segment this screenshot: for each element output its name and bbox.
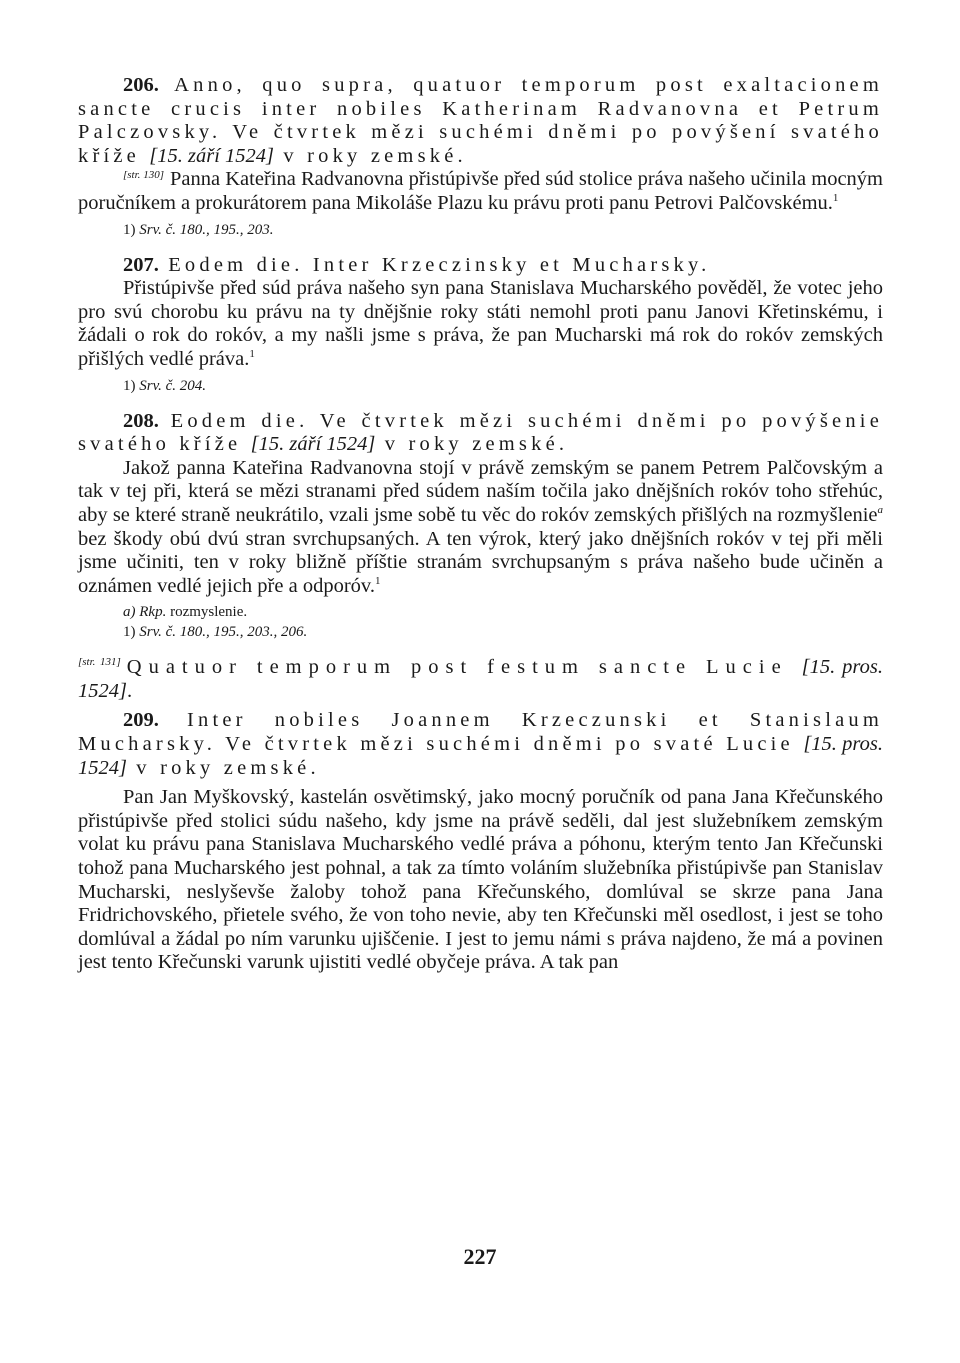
footnote-ref: 1 [249,348,255,361]
entry-date: [15. září 1524] [250,433,376,456]
footnote-number: 1) [123,221,136,238]
entry-208-footnote-1 [78,622,883,642]
section-heading [78,656,883,703]
entry-207-footnote [78,376,883,396]
entry-body-text: Jakož panna Kateřina Radvanovna stojí v právě zemským se panem Petrem Palčovským a tak v tej při, která se mězi stranami před súdem naším točila jako dnějšních rokóv toho střehúc, aby se které straně neukrátilo, vzali jsme sobě tu věc do rokóv zemských přišlých na rozmyšlenie [78,456,883,526]
footnote-ref: 1 [832,192,839,205]
entry-208-body [78,457,883,599]
footnote-text: Srv. č. 180., 195., 203., 206. [139,624,308,641]
entry-206-heading [78,74,883,168]
entry-heading-text: Anno, quo supra, quatuor temporum post exaltacionem sancte crucis inter nobiles Katherinam Radvanovna et Petrum Palczovsky. Ve čtvrtek mězi suchémi dněmi po povýšení svatého kříže [78,74,883,167]
entry-heading-text: Eodem die. Inter Krzeczinsky et Mucharsky. [158,253,711,276]
section-heading-tail: . [126,679,133,702]
entry-body-text: Panna Kateřina Radvanovna přistúpivše před súd stolice práva našeho učinila mocným poručníkem a prokurátorem pana Mikoláše Plazu ku právu proti panu Petrovi Palčovskému. [78,168,884,214]
footnote-ref: 1 [374,574,381,587]
footnote-text: Srv. č. 180., 195., 203. [139,221,274,238]
entry-heading-tail: v roky zemské. [375,433,569,456]
page-marker: [str. 131] [78,656,121,669]
entry-number: 209. [123,709,159,732]
footnote-number: 1) [123,377,136,394]
entry-206-body [78,168,883,215]
entry-number: 206. [123,74,159,96]
entry-207-body [78,277,883,371]
entry-heading-text: Inter nobiles Joannem Krzeczunski et Stanislaum Mucharsky. Ve čtvrtek mězi suchémi dněmi po svaté Lucie [78,709,883,756]
page-number: 227 [463,1244,497,1269]
section-heading-date: [15. pros. 1524] [78,656,883,702]
entry-208-heading [78,410,883,457]
footnote-text: rozmyslenie. [166,604,248,621]
page-body [78,74,883,975]
footnote-number: a) [123,604,136,621]
entry-heading-tail: v roky zemské. [126,756,320,779]
page-marker: [str. 130] [123,168,164,181]
entry-body-text: Přistúpivše před súd práva našeho syn pana Stanislava Mucharského pověděl, že votec jeho pro svú chorobu ku právu na ty dnějšnie roky státi nemohl proti panu Janovi Křetinskému, i žádali o rok do rokóv, a my našli jsme s práva, že pan Mucharski má rok do rokóv zemských přišlých vedlé práva. [78,277,883,370]
footnote-number: 1) [123,624,136,641]
section-heading-text: Quatuor temporum post festum sancte Lucie [126,656,802,679]
entry-date: [15. pros. 1524] [78,733,883,779]
entry-209-body [78,786,883,975]
entry-heading-text: Eodem die. Ve čtvrtek mězi suchémi dněmi po povýšenie svatého kříže [78,409,883,456]
entry-207-heading [78,254,883,278]
footnote-text: Srv. č. 204. [139,377,207,394]
entry-body-text-cont: bez škody obú dvú stran svrchupsaných. A ten výrok, který jako dnějšních rokóv v tej při měli jsme učiniti, ten v roky bližně příštie stranám svrchupsaným s práva našeho bude učiněn a oznámen vedlé jejich pře a odporóv. [78,527,883,597]
entry-number: 208. [123,409,159,432]
entry-date: [15. září 1524] [149,144,275,167]
entry-206-footnote [78,220,883,240]
entry-heading-tail: v roky zemské. [274,144,467,167]
entry-209-heading [78,709,883,780]
entry-208-footnote-a [78,602,883,622]
entry-number: 207. [123,253,159,276]
entry-body-text: Pan Jan Myškovský, kastelán osvětimský, jako mocný poručník od pana Jana Křečunského přistúpivše před stolici súdu našeho, kdy jsme na právě seděli, dal jest služebníkem zemským volat ku právu pana Stanislava Mucharského vedlé práva a póhonu, kterým tento Jan Křečunski tohož pana Mucharského jest pohnal, a tak za tímto voláním služebníka přistúpivše pan Stanislav Mucharski, neslyševše žaloby tohož pana Křečunského, domlúval se skrze pana Jana Fridrichovského, přietele svého, že von toho nevie, aby ten Křečunski měl osedlost, i jest se toho domlúval a žádal po ním varunku ujiščenie. I jest to jemu námi s práva najdeno, že má a povinen jest tento Křečunski varunk ujistiti vedlé obyčeje práva. A tak pan [78,786,883,974]
footnote-ref-a: a [877,504,883,517]
footnote-abbrev: Rkp. [139,604,167,621]
